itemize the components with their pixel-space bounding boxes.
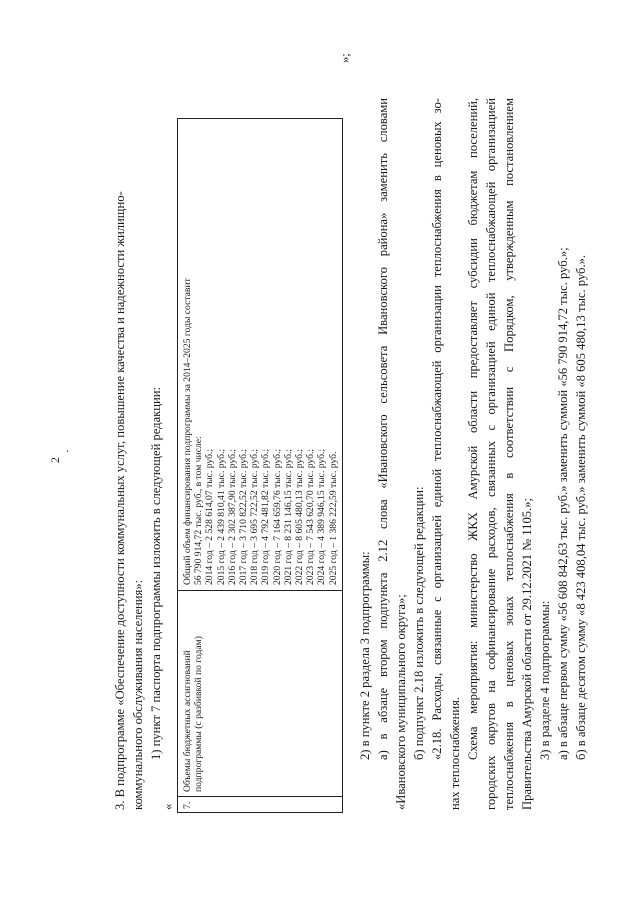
- paragraph-3b: б) в абзаце десятом сумму «8 423 408,04 тыс. руб.» заменить суммой «8 605 480,13 тыс. руб.».: [574, 254, 588, 760]
- paragraph-scheme: Схема мероприятия: министерство ЖКХ Амурской области предоставляет субсидии бюджетам поселений,: [466, 98, 480, 760]
- table-line: 2014 год – 2 528 614,07 тыс. руб.;: [204, 448, 216, 585]
- table-line: 2025 год – 1 386 222,59 тыс. руб.: [327, 451, 339, 585]
- table-line: 56 790 914,72 тыс. руб., в том числе:: [193, 436, 205, 585]
- table-line: 2021 год – 8 231 146,15 тыс. руб.;: [282, 448, 294, 585]
- paragraph-2a: а) в абзаце втором подпункта 2.12 слова «Ивановского сельсовета Ивановского района» заменить словами: [376, 98, 390, 760]
- paragraph-2b: б) подпункт 2.18 изложить в следующей редакции:: [412, 486, 426, 760]
- table-row-label: Объемы бюджетных ассигнований подпрограммы (с разбивкой по годам): [178, 590, 342, 796]
- paragraph-item-2: 2) в пункте 2 раздела 3 подпрограммы:: [358, 551, 372, 760]
- paragraph-3a: а) в абзаце первом сумму «56 608 842,63 тыс. руб.» заменить суммой «56 790 914,72 тыс. руб.»;: [556, 247, 570, 760]
- table-line: 2019 год – 4 792 481,82 тыс. руб.;: [260, 448, 272, 585]
- table-row-number: 7.: [178, 796, 342, 812]
- table-line: 2020 год – 7 164 659,76 тыс. руб.;: [271, 448, 283, 585]
- paragraph-2a-cont: «Ивановского муниципального округа»;: [394, 594, 408, 810]
- table-line: 2018 год – 3 695 722,52 тыс. руб.;: [249, 448, 261, 585]
- paragraph-scheme-4: Правительства Амурской области от 29.12.2021 № 1105.»;: [520, 498, 534, 810]
- table-line: 2023 год – 7 543 620,70 тыс. руб.;: [305, 448, 317, 585]
- table-line: 2024 год – 4 389 946,15 тыс. руб.;: [316, 448, 328, 585]
- page-number: 2: [48, 457, 62, 463]
- paragraph-scheme-2: городских округов на софинансирование расходов, связанных с организацией единой теплоснабжающей организацией: [484, 98, 498, 810]
- table-line: 2016 год – 2 302 387,90 тыс. руб.;: [226, 448, 238, 585]
- paragraph-2-18: «2.18. Расходы, связанные с организацией единой теплоснабжающей организации теплоснабжения в ценовых зо-: [430, 98, 444, 760]
- table-line: 2015 год – 2 439 810,41 тыс. руб.;: [215, 448, 227, 585]
- paragraph-item-1: 1) пункт 7 паспорта подпрограммы изложить в следующей редакции:: [149, 386, 163, 760]
- table-line: 2017 год – 3 710 822,52 тыс. руб.;: [238, 448, 250, 585]
- open-quote: «: [161, 803, 175, 810]
- paragraph-scheme-3: теплоснабжения в ценовых зонах теплоснабжения в соответствии с Порядком, утвержденным постановлением: [502, 98, 516, 810]
- page-mark: ·: [60, 449, 74, 453]
- table-row-value: [178, 119, 342, 590]
- passport-table: [177, 118, 343, 813]
- close-quote: »;: [338, 53, 352, 63]
- section-heading-cont: коммунального обслуживания населения»:: [131, 579, 145, 810]
- table-line: Общий объем финансирования подпрограммы за 2014–2025 годы составит: [182, 278, 193, 585]
- table-line: 2022 год – 8 605 480,13 тыс. руб.;: [294, 448, 306, 585]
- paragraph-2-18-cont: нах теплоснабжения.: [448, 696, 462, 810]
- section-heading: 3. В подпрограмме «Обеспечение доступности коммунальных услуг, повышение качества и надежности жилищно-: [113, 191, 127, 810]
- paragraph-item-3: 3) в разделе 4 подпрограммы:: [538, 600, 552, 760]
